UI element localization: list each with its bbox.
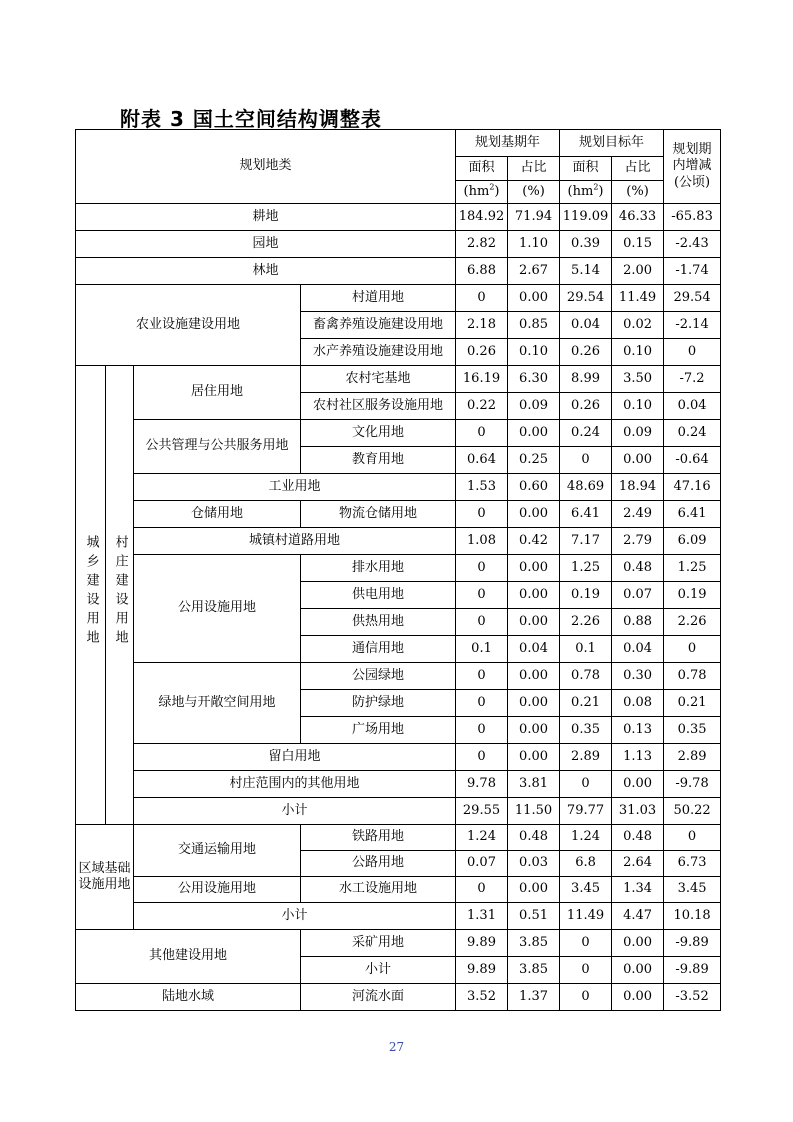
target-ratio: 0.00: [612, 771, 664, 798]
target-ratio: 1.34: [612, 877, 664, 903]
change-value: 1.25: [664, 555, 721, 582]
base-ratio: 11.50: [508, 798, 560, 825]
base-area: 0.26: [456, 339, 508, 366]
base-ratio: 0.00: [508, 877, 560, 903]
target-ratio: 31.03: [612, 798, 664, 825]
row-label: 水工设施用地: [301, 877, 456, 903]
change-value: -1.74: [664, 258, 721, 285]
target-ratio: 0.07: [612, 582, 664, 609]
target-ratio: 0.30: [612, 663, 664, 690]
target-area: 8.99: [560, 366, 612, 393]
target-ratio: 0.48: [612, 555, 664, 582]
base-area: 0: [456, 609, 508, 636]
header-area-unit: $(hm^2)$: [456, 181, 508, 204]
base-ratio: 71.94: [508, 204, 560, 231]
header-ratio-unit: (%): [612, 181, 664, 204]
header-ratio-label: 占比: [612, 157, 664, 181]
change-value: 50.22: [664, 798, 721, 825]
group-green: 绿地与开敞空间用地: [134, 663, 301, 744]
group-public-service: 公共管理与公共服务用地: [134, 420, 301, 474]
row-label: 防护绿地: [301, 690, 456, 717]
change-value: -3.52: [664, 984, 721, 1011]
header-ratio-unit: (%): [508, 181, 560, 204]
target-area: 11.49: [560, 903, 612, 930]
row-label: 铁路用地: [301, 825, 456, 851]
change-value: 0.19: [664, 582, 721, 609]
base-ratio: 1.37: [508, 984, 560, 1011]
table-row: [76, 231, 721, 258]
change-value: 3.45: [664, 877, 721, 903]
table-row: [76, 744, 721, 771]
target-area: 0.78: [560, 663, 612, 690]
row-label: 排水用地: [301, 555, 456, 582]
base-ratio: 0.60: [508, 474, 560, 501]
change-value: -0.64: [664, 447, 721, 474]
base-area: 16.19: [456, 366, 508, 393]
target-ratio: 0.00: [612, 957, 664, 984]
base-area: 0.07: [456, 851, 508, 877]
target-area: 0.26: [560, 339, 612, 366]
row-label: 通信用地: [301, 636, 456, 663]
target-area: 0.1: [560, 636, 612, 663]
base-area: 0.22: [456, 393, 508, 420]
base-ratio: 0.25: [508, 447, 560, 474]
change-value: 2.89: [664, 744, 721, 771]
table-row: [76, 798, 721, 825]
change-value: -65.83: [664, 204, 721, 231]
target-area: 0: [560, 771, 612, 798]
base-ratio: 0.42: [508, 528, 560, 555]
row-label: 广场用地: [301, 717, 456, 744]
target-area: 7.17: [560, 528, 612, 555]
group-urban-rural: 城乡建设用地: [76, 366, 106, 825]
target-area: 6.41: [560, 501, 612, 528]
base-area: 0.64: [456, 447, 508, 474]
row-label: 公园绿地: [301, 663, 456, 690]
change-value: 6.09: [664, 528, 721, 555]
header-area-unit: $(hm^2)$: [560, 181, 612, 204]
row-label: 村道用地: [301, 285, 456, 312]
change-value: 0.04: [664, 393, 721, 420]
base-area: 9.78: [456, 771, 508, 798]
header-change-line: (公顷): [673, 174, 711, 190]
target-ratio: 2.49: [612, 501, 664, 528]
base-ratio: 0.85: [508, 312, 560, 339]
base-area: 9.89: [456, 930, 508, 957]
table-title: 附表 3 国土空间结构调整表: [120, 107, 382, 131]
base-ratio: 0.51: [508, 903, 560, 930]
row-label: 教育用地: [301, 447, 456, 474]
land-use-table: [75, 129, 721, 1011]
target-area: 0: [560, 957, 612, 984]
group-utility: 公用设施用地: [134, 555, 301, 663]
row-sublabel: 物流仓储用地: [301, 501, 456, 528]
base-area: 0: [456, 717, 508, 744]
target-ratio: 1.13: [612, 744, 664, 771]
target-ratio: 0.10: [612, 393, 664, 420]
base-area: 0: [456, 582, 508, 609]
target-ratio: 2.00: [612, 258, 664, 285]
base-ratio: 0.09: [508, 393, 560, 420]
page-number: 27: [388, 1040, 405, 1054]
target-ratio: 0.00: [612, 930, 664, 957]
change-value: -2.43: [664, 231, 721, 258]
change-value: -9.78: [664, 771, 721, 798]
base-ratio: 0.00: [508, 501, 560, 528]
header-base-year: 规划基期年: [456, 130, 560, 157]
change-value: 6.41: [664, 501, 721, 528]
table-row: [76, 258, 721, 285]
target-ratio: 0.02: [612, 312, 664, 339]
target-ratio: 46.33: [612, 204, 664, 231]
base-area: 0: [456, 877, 508, 903]
target-ratio: 3.50: [612, 366, 664, 393]
table-row: [76, 555, 721, 582]
base-ratio: 0.00: [508, 582, 560, 609]
target-ratio: 11.49: [612, 285, 664, 312]
base-ratio: 6.30: [508, 366, 560, 393]
target-area: 0.39: [560, 231, 612, 258]
base-area: 184.92: [456, 204, 508, 231]
target-ratio: 2.64: [612, 851, 664, 877]
target-area: 1.24: [560, 825, 612, 851]
target-area: 0.24: [560, 420, 612, 447]
row-label: 供热用地: [301, 609, 456, 636]
target-area: 0.35: [560, 717, 612, 744]
base-area: 29.55: [456, 798, 508, 825]
table-row: [76, 474, 721, 501]
group-regional: 区域基础设施用地: [76, 825, 134, 930]
base-area: 6.88: [456, 258, 508, 285]
table-row: [76, 528, 721, 555]
table-row: [76, 420, 721, 447]
target-area: 3.45: [560, 877, 612, 903]
table-row: [76, 366, 721, 393]
target-area: 1.25: [560, 555, 612, 582]
header-area-label: 面积: [560, 157, 612, 181]
base-area: 1.08: [456, 528, 508, 555]
base-area: 3.52: [456, 984, 508, 1011]
group-water: 陆地水域: [76, 984, 301, 1011]
header-change-line: 内增减: [672, 158, 712, 174]
base-area: 1.24: [456, 825, 508, 851]
row-label: 仓储用地: [134, 501, 301, 528]
change-value: 47.16: [664, 474, 721, 501]
row-label: 农村宅基地: [301, 366, 456, 393]
target-area: 0: [560, 930, 612, 957]
group-other-construction: 其他建设用地: [76, 930, 301, 984]
table-row: [76, 204, 721, 231]
row-label: 水产养殖设施建设用地: [301, 339, 456, 366]
target-ratio: 0.04: [612, 636, 664, 663]
base-area: 2.82: [456, 231, 508, 258]
subtotal-label: 小计: [301, 957, 456, 984]
target-ratio: 0.08: [612, 690, 664, 717]
base-ratio: 3.81: [508, 771, 560, 798]
row-label: 村庄范围内的其他用地: [134, 771, 456, 798]
group-residential: 居住用地: [134, 366, 301, 420]
row-label: 河流水面: [301, 984, 456, 1011]
change-value: 0.35: [664, 717, 721, 744]
base-area: 0: [456, 501, 508, 528]
table-row: [76, 663, 721, 690]
row-label: 工业用地: [134, 474, 456, 501]
base-ratio: 3.85: [508, 957, 560, 984]
base-ratio: 2.67: [508, 258, 560, 285]
base-area: 0: [456, 420, 508, 447]
target-ratio: 2.79: [612, 528, 664, 555]
subtotal-label: 小计: [134, 903, 456, 930]
row-label: 畜禽养殖设施建设用地: [301, 312, 456, 339]
change-value: 0.21: [664, 690, 721, 717]
base-ratio: 0.00: [508, 555, 560, 582]
base-area: 2.18: [456, 312, 508, 339]
base-area: 0: [456, 690, 508, 717]
row-label: 农村社区服务设施用地: [301, 393, 456, 420]
group-agri: 农业设施建设用地: [76, 285, 301, 366]
group-village: 村庄建设用地: [106, 366, 134, 825]
target-ratio: 0.10: [612, 339, 664, 366]
target-area: 0: [560, 984, 612, 1011]
change-value: 0: [664, 339, 721, 366]
table-row: [76, 903, 721, 930]
header-row: [76, 130, 721, 157]
base-ratio: 0.00: [508, 690, 560, 717]
row-label: 园地: [76, 231, 456, 258]
change-value: -9.89: [664, 957, 721, 984]
base-area: 0: [456, 663, 508, 690]
row-label: 留白用地: [134, 744, 456, 771]
base-area: 0: [456, 555, 508, 582]
change-value: 10.18: [664, 903, 721, 930]
base-ratio: 0.04: [508, 636, 560, 663]
base-area: 0: [456, 744, 508, 771]
table-row: [76, 771, 721, 798]
row-label: 林地: [76, 258, 456, 285]
target-area: 48.69: [560, 474, 612, 501]
table-row: [76, 501, 721, 528]
target-ratio: 0.13: [612, 717, 664, 744]
target-area: 0.26: [560, 393, 612, 420]
change-value: 0: [664, 825, 721, 851]
base-ratio: 0.00: [508, 420, 560, 447]
table-row: [76, 285, 721, 312]
target-area: 5.14: [560, 258, 612, 285]
target-ratio: 0.48: [612, 825, 664, 851]
target-ratio: 4.47: [612, 903, 664, 930]
target-area: 29.54: [560, 285, 612, 312]
row-label: 城镇村道路用地: [134, 528, 456, 555]
target-area: 119.09: [560, 204, 612, 231]
target-ratio: 0.09: [612, 420, 664, 447]
header-category: 规划地类: [76, 130, 456, 204]
table-row: [76, 825, 721, 851]
row-label: 供电用地: [301, 582, 456, 609]
base-area: 0: [456, 285, 508, 312]
target-ratio: 0.00: [612, 984, 664, 1011]
header-change: [664, 130, 721, 204]
base-ratio: 0.00: [508, 285, 560, 312]
row-label: 文化用地: [301, 420, 456, 447]
target-area: 0.04: [560, 312, 612, 339]
base-area: 0.1: [456, 636, 508, 663]
group-transport: 交通运输用地: [134, 825, 301, 877]
table-row: [76, 877, 721, 903]
target-ratio: 0.88: [612, 609, 664, 636]
base-ratio: 3.85: [508, 930, 560, 957]
subtotal-label: 小计: [134, 798, 456, 825]
target-area: 0: [560, 447, 612, 474]
base-area: 1.53: [456, 474, 508, 501]
base-ratio: 0.03: [508, 851, 560, 877]
change-value: 0: [664, 636, 721, 663]
group-regional-utility: 公用设施用地: [134, 877, 301, 903]
target-area: 0.21: [560, 690, 612, 717]
base-area: 9.89: [456, 957, 508, 984]
row-label: 采矿用地: [301, 930, 456, 957]
change-value: -7.2: [664, 366, 721, 393]
row-label: 耕地: [76, 204, 456, 231]
base-ratio: 0.00: [508, 717, 560, 744]
base-area: 1.31: [456, 903, 508, 930]
change-value: 0.78: [664, 663, 721, 690]
header-area-label: 面积: [456, 157, 508, 181]
target-area: 6.8: [560, 851, 612, 877]
base-ratio: 0.00: [508, 744, 560, 771]
target-area: 79.77: [560, 798, 612, 825]
target-area: 2.89: [560, 744, 612, 771]
table-row: [76, 984, 721, 1011]
header-change-line: 规划期: [672, 142, 712, 158]
change-value: 2.26: [664, 609, 721, 636]
table-row: [76, 930, 721, 957]
header-target-year: 规划目标年: [560, 130, 664, 157]
target-area: 0.19: [560, 582, 612, 609]
base-ratio: 1.10: [508, 231, 560, 258]
change-value: 0.24: [664, 420, 721, 447]
change-value: -9.89: [664, 930, 721, 957]
change-value: 29.54: [664, 285, 721, 312]
target-ratio: 18.94: [612, 474, 664, 501]
base-ratio: 0.00: [508, 663, 560, 690]
base-ratio: 0.00: [508, 609, 560, 636]
base-ratio: 0.10: [508, 339, 560, 366]
target-ratio: 0.15: [612, 231, 664, 258]
row-label: 公路用地: [301, 851, 456, 877]
change-value: 6.73: [664, 851, 721, 877]
change-value: -2.14: [664, 312, 721, 339]
base-ratio: 0.48: [508, 825, 560, 851]
header-ratio-label: 占比: [508, 157, 560, 181]
target-ratio: 0.00: [612, 447, 664, 474]
target-area: 2.26: [560, 609, 612, 636]
